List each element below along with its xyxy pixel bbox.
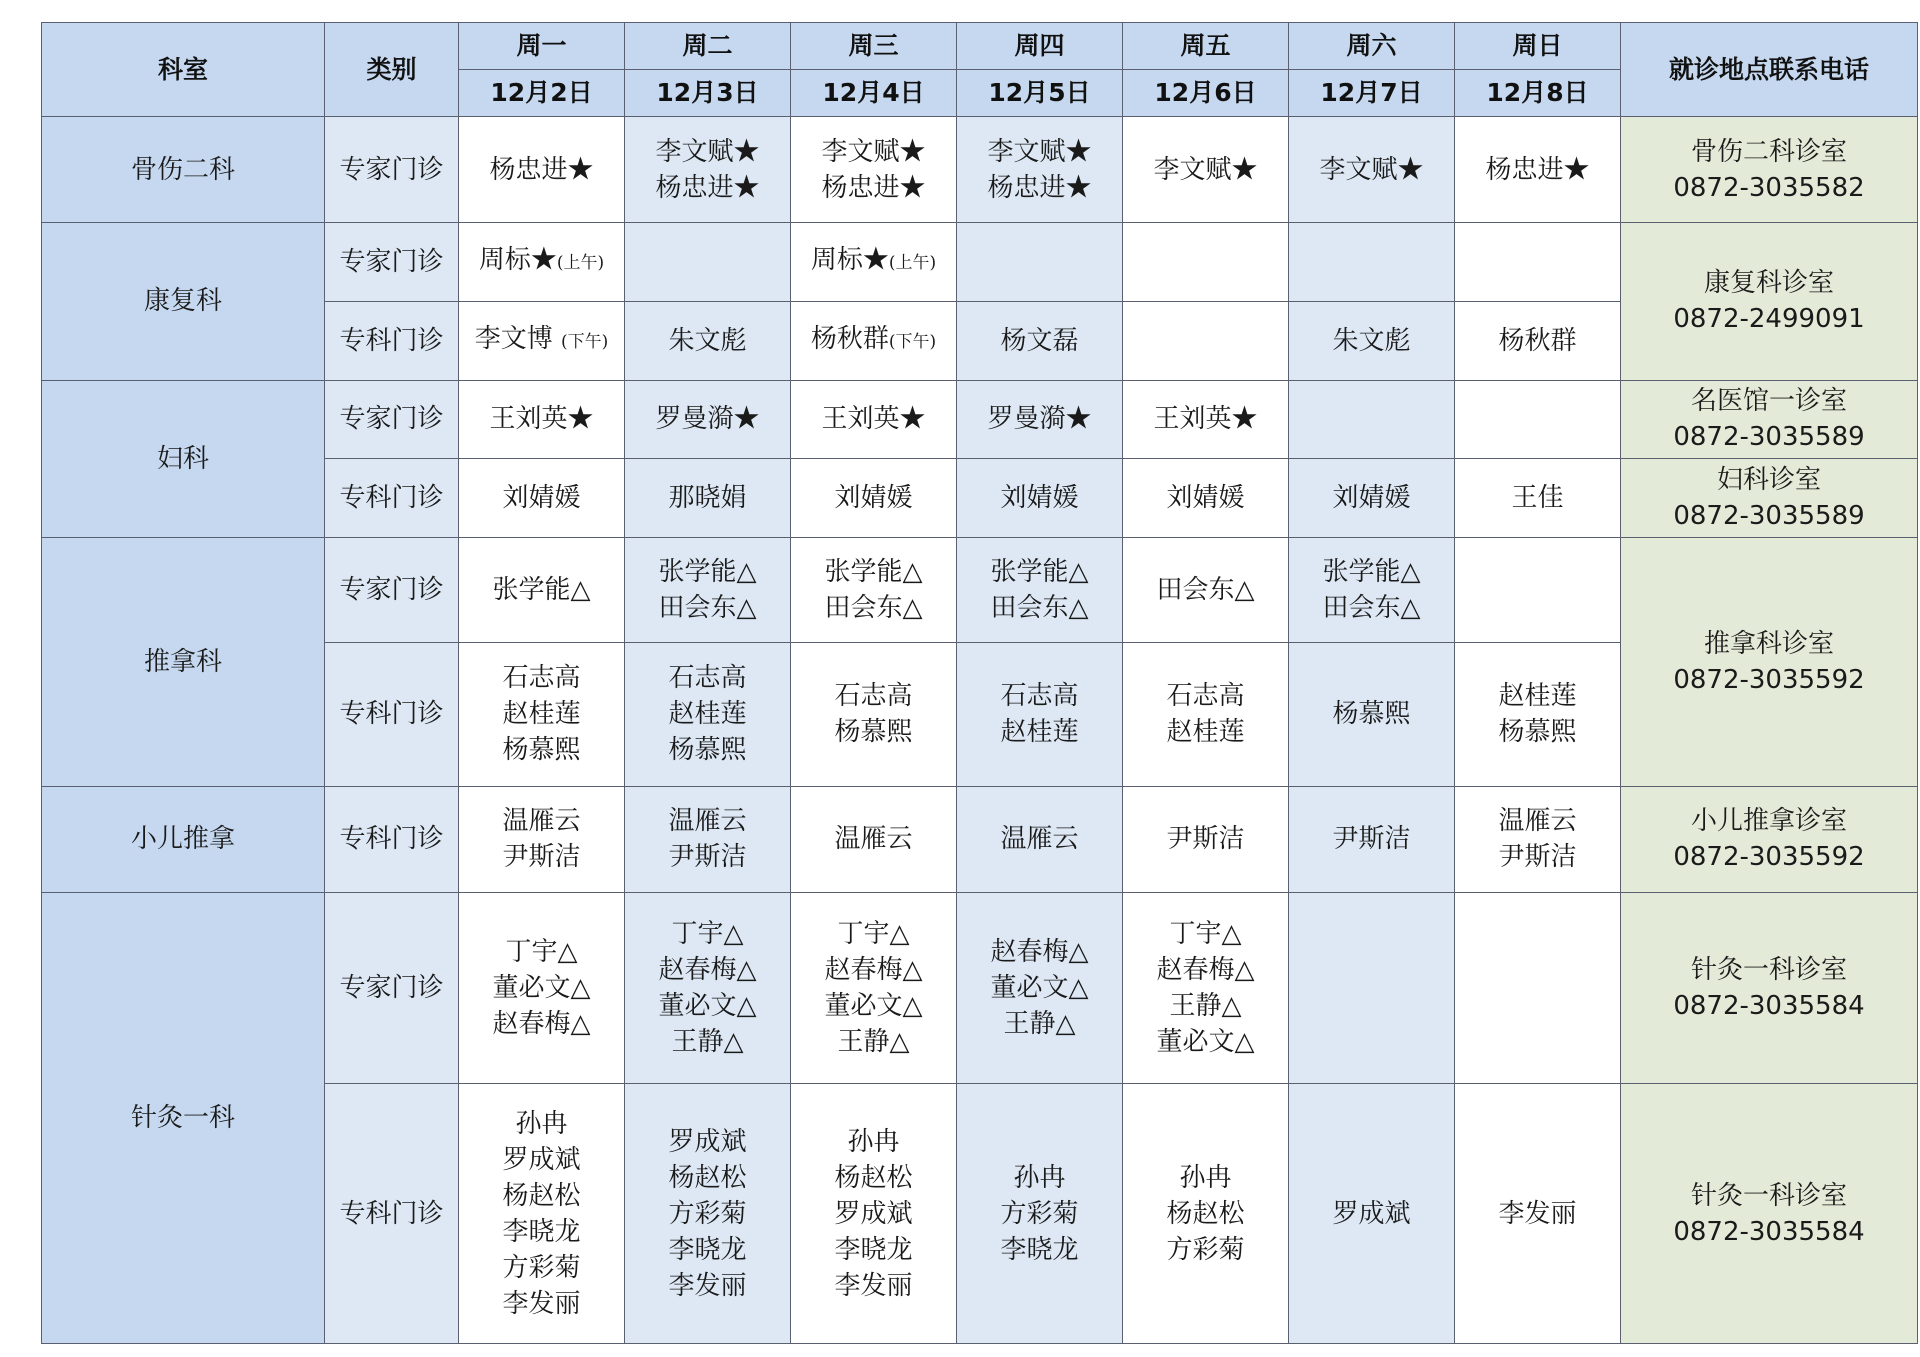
doctor-entry: 孙冉 bbox=[847, 1126, 900, 1157]
doctor-entry: 丁宇△ bbox=[837, 918, 910, 949]
contact-cell bbox=[1621, 459, 1918, 538]
schedule-row bbox=[42, 223, 1918, 302]
schedule-cell bbox=[1123, 301, 1289, 380]
schedule-cell bbox=[1289, 538, 1455, 643]
doctor-entry: 张学能△ bbox=[1322, 557, 1421, 588]
doctor-entry: 朱文彪 bbox=[668, 325, 747, 356]
doctor-entry: 王静△ bbox=[1003, 1008, 1076, 1039]
schedule-cell bbox=[1123, 892, 1289, 1084]
doctor-entry: 赵春梅△ bbox=[990, 936, 1089, 967]
doctor-entry: 尹斯洁 bbox=[502, 842, 581, 873]
doctor-entry: 杨赵松 bbox=[834, 1162, 913, 1193]
schedule-cell bbox=[625, 892, 791, 1084]
doctor-entry: 杨赵松 bbox=[668, 1162, 747, 1193]
doctor-entry bbox=[791, 321, 956, 360]
doctor-entry: 杨慕熙 bbox=[1332, 699, 1411, 730]
doctor-entry: 孙冉 bbox=[515, 1108, 568, 1139]
header-weekday: 周五 bbox=[1123, 23, 1289, 70]
doctor-entry: 杨赵松 bbox=[1166, 1198, 1245, 1229]
schedule-cell bbox=[459, 459, 625, 538]
doctor-entry: 杨忠进★ bbox=[655, 172, 760, 203]
schedule-cell bbox=[791, 301, 957, 380]
doctor-entry: 董必文△ bbox=[492, 972, 591, 1003]
doctor-entry: 董必文△ bbox=[990, 972, 1089, 1003]
department-name: 针灸一科 bbox=[42, 892, 325, 1343]
doctor-entry: 温雁云 bbox=[834, 824, 913, 855]
doctor-entry: 那晓娟 bbox=[668, 483, 747, 514]
schedule-table bbox=[41, 22, 1918, 1344]
doctor-entry: 孙冉 bbox=[1013, 1162, 1066, 1193]
doctor-entry: 王静△ bbox=[837, 1026, 910, 1057]
schedule-cell bbox=[791, 786, 957, 892]
department-name: 推拿科 bbox=[42, 538, 325, 786]
schedule-cell bbox=[625, 643, 791, 786]
schedule-cell bbox=[1289, 223, 1455, 302]
schedule-cell bbox=[1289, 1084, 1455, 1344]
schedule-cell bbox=[791, 459, 957, 538]
doctor-entry: 田会东△ bbox=[824, 593, 923, 624]
doctor-entry: 王刘英★ bbox=[1153, 404, 1258, 435]
doctor-entry bbox=[459, 242, 624, 281]
contact-place: 针灸一科诊室 bbox=[1690, 954, 1847, 985]
schedule-row bbox=[42, 786, 1918, 892]
schedule-cell bbox=[625, 223, 791, 302]
contact-place: 针灸一科诊室 bbox=[1690, 1180, 1847, 1211]
contact-place: 妇科诊室 bbox=[1716, 465, 1821, 496]
schedule-cell bbox=[791, 223, 957, 302]
schedule-cell bbox=[1289, 892, 1455, 1084]
session-note: (上午) bbox=[556, 253, 605, 274]
department-name: 康复科 bbox=[42, 223, 325, 381]
schedule-cell bbox=[625, 117, 791, 223]
schedule-cell bbox=[1289, 380, 1455, 459]
doctor-entry: 李发丽 bbox=[502, 1288, 581, 1319]
category-cell: 专科门诊 bbox=[325, 301, 459, 380]
contact-phone: 0872-3035582 bbox=[1673, 172, 1865, 203]
schedule-cell bbox=[1455, 892, 1621, 1084]
schedule-cell bbox=[459, 538, 625, 643]
category-cell: 专家门诊 bbox=[325, 117, 459, 223]
category-cell: 专科门诊 bbox=[325, 786, 459, 892]
schedule-cell bbox=[791, 538, 957, 643]
schedule-cell bbox=[459, 786, 625, 892]
contact-cell bbox=[1621, 892, 1918, 1084]
header-date: 12月2日 bbox=[459, 70, 625, 117]
doctor-entry: 李文赋★ bbox=[1153, 154, 1258, 185]
doctor-entry: 刘婧媛 bbox=[834, 483, 913, 514]
doctor-entry: 尹斯洁 bbox=[668, 842, 747, 873]
doctor-entry: 罗成斌 bbox=[1332, 1198, 1411, 1229]
doctor-entry: 刘婧媛 bbox=[1000, 483, 1079, 514]
category-cell: 专家门诊 bbox=[325, 223, 459, 302]
schedule-cell bbox=[791, 117, 957, 223]
schedule-cell bbox=[625, 538, 791, 643]
doctor-entry: 赵春梅△ bbox=[658, 954, 757, 985]
header-date: 12月7日 bbox=[1289, 70, 1455, 117]
doctor-entry: 朱文彪 bbox=[1332, 325, 1411, 356]
doctor-entry: 刘婧媛 bbox=[502, 483, 581, 514]
doctor-entry: 罗成斌 bbox=[502, 1144, 581, 1175]
doctor-name: 杨秋群 bbox=[810, 324, 889, 355]
schedule-cell bbox=[957, 380, 1123, 459]
doctor-entry: 尹斯洁 bbox=[1498, 842, 1577, 873]
doctor-entry: 杨忠进★ bbox=[1485, 154, 1590, 185]
doctor-entry bbox=[791, 242, 956, 281]
contact-phone: 0872-3035589 bbox=[1673, 422, 1865, 453]
doctor-entry: 董必文△ bbox=[1156, 1026, 1255, 1057]
doctor-entry: 温雁云 bbox=[1000, 824, 1079, 855]
contact-phone: 0872-3035584 bbox=[1673, 990, 1865, 1021]
doctor-entry: 李晓龙 bbox=[834, 1234, 913, 1265]
contact-place: 推拿科诊室 bbox=[1703, 628, 1834, 659]
doctor-name: 周标★ bbox=[810, 245, 889, 276]
doctor-entry: 温雁云 bbox=[668, 806, 747, 837]
category-cell: 专科门诊 bbox=[325, 643, 459, 786]
schedule-cell bbox=[1123, 117, 1289, 223]
schedule-cell bbox=[957, 301, 1123, 380]
schedule-cell bbox=[1123, 380, 1289, 459]
doctor-entry: 董必文△ bbox=[824, 990, 923, 1021]
doctor-entry: 李晓龙 bbox=[502, 1216, 581, 1247]
schedule-cell bbox=[1455, 459, 1621, 538]
doctor-entry: 李文赋★ bbox=[821, 136, 926, 167]
doctor-entry: 刘婧媛 bbox=[1332, 483, 1411, 514]
schedule-cell bbox=[459, 643, 625, 786]
doctor-entry: 罗成斌 bbox=[668, 1126, 747, 1157]
doctor-entry: 杨文磊 bbox=[1000, 325, 1079, 356]
contact-phone: 0872-3035592 bbox=[1673, 842, 1865, 873]
doctor-entry: 温雁云 bbox=[502, 806, 581, 837]
header-dept: 科室 bbox=[42, 23, 325, 117]
schedule-cell bbox=[791, 380, 957, 459]
schedule-cell bbox=[1455, 117, 1621, 223]
doctor-entry: 赵桂莲 bbox=[1498, 681, 1577, 712]
category-cell: 专科门诊 bbox=[325, 1084, 459, 1344]
schedule-cell bbox=[957, 786, 1123, 892]
schedule-cell bbox=[1455, 301, 1621, 380]
header-weekday: 周二 bbox=[625, 23, 791, 70]
contact-cell bbox=[1621, 1084, 1918, 1344]
schedule-cell bbox=[1289, 786, 1455, 892]
schedule-cell bbox=[625, 301, 791, 380]
doctor-entry: 方彩菊 bbox=[668, 1198, 747, 1229]
doctor-entry: 杨慕熙 bbox=[502, 735, 581, 766]
doctor-entry: 王静△ bbox=[671, 1026, 744, 1057]
schedule-cell bbox=[957, 1084, 1123, 1344]
schedule-cell bbox=[957, 223, 1123, 302]
doctor-entry: 李晓龙 bbox=[1000, 1234, 1079, 1265]
contact-place: 骨伤二科诊室 bbox=[1690, 136, 1847, 167]
contact-cell bbox=[1621, 786, 1918, 892]
schedule-cell bbox=[791, 1084, 957, 1344]
doctor-entry bbox=[459, 321, 624, 360]
schedule-cell bbox=[1455, 223, 1621, 302]
doctor-entry: 尹斯洁 bbox=[1332, 824, 1411, 855]
doctor-entry: 杨秋群 bbox=[1498, 325, 1577, 356]
doctor-entry: 李发丽 bbox=[668, 1270, 747, 1301]
doctor-entry: 尹斯洁 bbox=[1166, 824, 1245, 855]
doctor-entry: 丁宇△ bbox=[505, 936, 578, 967]
contact-phone: 0872-3035589 bbox=[1673, 501, 1865, 532]
header-contact: 就诊地点联系电话 bbox=[1621, 23, 1918, 117]
doctor-entry: 张学能△ bbox=[990, 557, 1089, 588]
schedule-cell bbox=[1455, 1084, 1621, 1344]
doctor-entry: 赵春梅△ bbox=[492, 1008, 591, 1039]
header-date: 12月5日 bbox=[957, 70, 1123, 117]
session-note: (上午) bbox=[888, 253, 937, 274]
doctor-name: 李文博 bbox=[474, 324, 561, 355]
doctor-entry: 李文赋★ bbox=[987, 136, 1092, 167]
doctor-entry: 方彩菊 bbox=[1000, 1198, 1079, 1229]
schedule-cell bbox=[957, 643, 1123, 786]
doctor-entry: 田会东△ bbox=[658, 593, 757, 624]
contact-cell bbox=[1621, 538, 1918, 786]
doctor-entry: 孙冉 bbox=[1179, 1162, 1232, 1193]
doctor-entry: 田会东△ bbox=[990, 593, 1089, 624]
schedule-cell bbox=[1123, 786, 1289, 892]
doctor-entry: 方彩菊 bbox=[1166, 1234, 1245, 1265]
doctor-entry: 丁宇△ bbox=[1169, 918, 1242, 949]
doctor-entry: 方彩菊 bbox=[502, 1252, 581, 1283]
contact-place: 名医馆一诊室 bbox=[1690, 386, 1847, 417]
doctor-entry: 杨慕熙 bbox=[1498, 717, 1577, 748]
doctor-entry: 李文赋★ bbox=[655, 136, 760, 167]
contact-place: 小儿推拿诊室 bbox=[1690, 806, 1847, 837]
schedule-cell bbox=[1123, 643, 1289, 786]
session-note: (下午) bbox=[561, 332, 609, 353]
schedule-row bbox=[42, 380, 1918, 459]
header-category: 类别 bbox=[325, 23, 459, 117]
schedule-cell bbox=[1123, 538, 1289, 643]
schedule-cell bbox=[1289, 301, 1455, 380]
doctor-entry: 石志高 bbox=[834, 681, 913, 712]
schedule-cell bbox=[1455, 380, 1621, 459]
doctor-name: 周标★ bbox=[478, 245, 557, 276]
schedule-cell bbox=[459, 380, 625, 459]
schedule-row bbox=[42, 117, 1918, 223]
doctor-entry: 张学能△ bbox=[824, 557, 923, 588]
schedule-cell bbox=[1123, 223, 1289, 302]
doctor-entry: 李文赋★ bbox=[1319, 154, 1424, 185]
doctor-entry: 赵桂莲 bbox=[1000, 717, 1079, 748]
doctor-entry: 杨慕熙 bbox=[668, 735, 747, 766]
schedule-cell bbox=[1123, 459, 1289, 538]
contact-phone: 0872-2499091 bbox=[1673, 304, 1865, 335]
doctor-entry: 罗曼漪★ bbox=[987, 404, 1092, 435]
schedule-cell bbox=[625, 380, 791, 459]
schedule-cell bbox=[957, 459, 1123, 538]
schedule-cell bbox=[1455, 643, 1621, 786]
schedule-cell bbox=[791, 892, 957, 1084]
header-row-weekdays bbox=[42, 23, 1918, 70]
schedule-cell bbox=[957, 892, 1123, 1084]
doctor-entry: 罗成斌 bbox=[834, 1198, 913, 1229]
doctor-entry: 田会东△ bbox=[1156, 575, 1255, 606]
header-weekday: 周六 bbox=[1289, 23, 1455, 70]
doctor-entry: 赵春梅△ bbox=[824, 954, 923, 985]
contact-phone: 0872-3035584 bbox=[1673, 1216, 1865, 1247]
contact-cell bbox=[1621, 380, 1918, 459]
doctor-entry: 石志高 bbox=[1166, 681, 1245, 712]
doctor-entry: 王佳 bbox=[1511, 483, 1564, 514]
schedule-cell bbox=[459, 301, 625, 380]
doctor-entry: 温雁云 bbox=[1498, 806, 1577, 837]
department-name: 小儿推拿 bbox=[42, 786, 325, 892]
doctor-entry: 赵桂莲 bbox=[668, 699, 747, 730]
category-cell: 专家门诊 bbox=[325, 538, 459, 643]
doctor-entry: 赵桂莲 bbox=[1166, 717, 1245, 748]
schedule-cell bbox=[1455, 538, 1621, 643]
schedule-body bbox=[42, 117, 1918, 1344]
doctor-entry: 杨忠进★ bbox=[821, 172, 926, 203]
header-date: 12月8日 bbox=[1455, 70, 1621, 117]
schedule-cell bbox=[957, 117, 1123, 223]
header-weekday: 周一 bbox=[459, 23, 625, 70]
header-date: 12月4日 bbox=[791, 70, 957, 117]
contact-cell bbox=[1621, 223, 1918, 381]
header-date: 12月3日 bbox=[625, 70, 791, 117]
doctor-entry: 张学能△ bbox=[658, 557, 757, 588]
doctor-entry: 王刘英★ bbox=[489, 404, 594, 435]
doctor-entry: 石志高 bbox=[502, 663, 581, 694]
doctor-entry: 赵春梅△ bbox=[1156, 954, 1255, 985]
category-cell: 专家门诊 bbox=[325, 892, 459, 1084]
schedule-cell bbox=[1289, 643, 1455, 786]
department-name: 骨伤二科 bbox=[42, 117, 325, 223]
contact-place: 康复科诊室 bbox=[1703, 268, 1834, 299]
doctor-entry: 王静△ bbox=[1169, 990, 1242, 1021]
category-cell: 专家门诊 bbox=[325, 380, 459, 459]
doctor-entry: 石志高 bbox=[1000, 681, 1079, 712]
doctor-entry: 李晓龙 bbox=[668, 1234, 747, 1265]
category-cell: 专科门诊 bbox=[325, 459, 459, 538]
doctor-entry: 杨慕熙 bbox=[834, 717, 913, 748]
schedule-cell bbox=[459, 223, 625, 302]
schedule-cell bbox=[1289, 117, 1455, 223]
header-weekday: 周日 bbox=[1455, 23, 1621, 70]
department-name: 妇科 bbox=[42, 380, 325, 538]
doctor-entry: 杨忠进★ bbox=[489, 154, 594, 185]
schedule-cell bbox=[459, 892, 625, 1084]
schedule-cell bbox=[459, 117, 625, 223]
doctor-entry: 刘婧媛 bbox=[1166, 483, 1245, 514]
schedule-cell bbox=[625, 459, 791, 538]
doctor-entry: 赵桂莲 bbox=[502, 699, 581, 730]
doctor-entry: 石志高 bbox=[668, 663, 747, 694]
schedule-row bbox=[42, 892, 1918, 1084]
schedule-cell bbox=[1455, 786, 1621, 892]
doctor-entry: 丁宇△ bbox=[671, 918, 744, 949]
header-date: 12月6日 bbox=[1123, 70, 1289, 117]
doctor-entry: 杨赵松 bbox=[502, 1180, 581, 1211]
contact-cell bbox=[1621, 117, 1918, 223]
doctor-entry: 杨忠进★ bbox=[987, 172, 1092, 203]
schedule-cell bbox=[1123, 1084, 1289, 1344]
schedule-cell bbox=[957, 538, 1123, 643]
schedule-row bbox=[42, 538, 1918, 643]
doctor-entry: 田会东△ bbox=[1322, 593, 1421, 624]
schedule-cell bbox=[459, 1084, 625, 1344]
header-weekday: 周三 bbox=[791, 23, 957, 70]
schedule-cell bbox=[625, 1084, 791, 1344]
doctor-entry: 董必文△ bbox=[658, 990, 757, 1021]
schedule-cell bbox=[625, 786, 791, 892]
doctor-entry: 王刘英★ bbox=[821, 404, 926, 435]
schedule-cell bbox=[1289, 459, 1455, 538]
header-weekday: 周四 bbox=[957, 23, 1123, 70]
doctor-entry: 张学能△ bbox=[492, 575, 591, 606]
doctor-entry: 李发丽 bbox=[834, 1270, 913, 1301]
session-note: (下午) bbox=[888, 332, 937, 353]
doctor-entry: 李发丽 bbox=[1498, 1198, 1577, 1229]
doctor-entry: 罗曼漪★ bbox=[655, 404, 760, 435]
contact-phone: 0872-3035592 bbox=[1673, 664, 1865, 695]
schedule-cell bbox=[791, 643, 957, 786]
